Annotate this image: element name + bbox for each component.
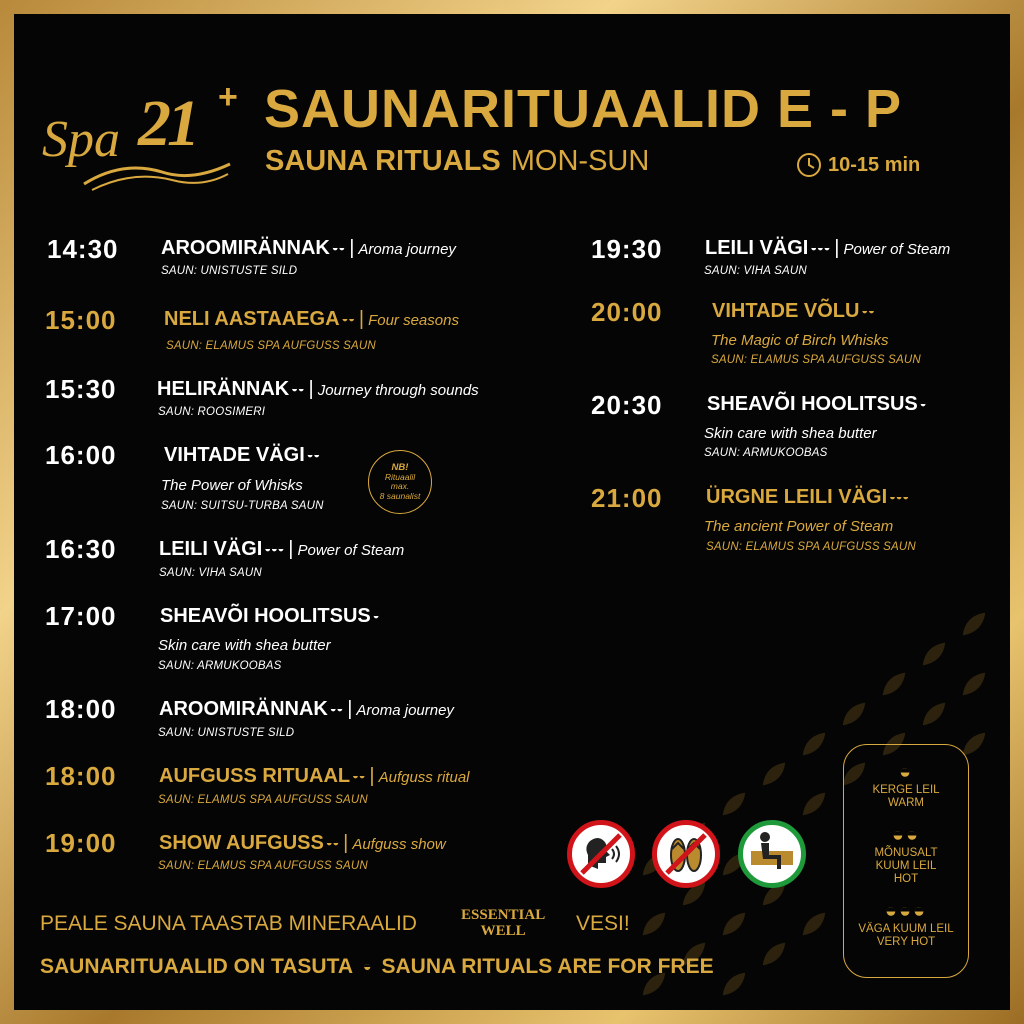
ritual-time: 16:30 [45, 534, 117, 564]
no-slippers-icon [652, 820, 720, 888]
ritual-name: SHEAVÕI HOOLITSUS ◒ [160, 605, 380, 627]
heat-level-icon: ◒ [919, 398, 927, 410]
logo-spa-text: Spa [42, 111, 120, 168]
legend-label: KERGE LEIL [872, 784, 940, 796]
ritual-name: LEILI VÄGI ◒◒◒ | Power of Steam [159, 538, 405, 560]
free-text-en: SAUNA RITUALS ARE FOR FREE [381, 955, 714, 978]
badge-line: 8 saunalist [379, 490, 421, 501]
legend-label-english: VERY HOT [876, 936, 936, 948]
ritual-english: Power of Steam [843, 241, 951, 258]
spa21-logo [42, 72, 242, 202]
ritual-name: AUFGUSS RITUAAL ◒◒ | Aufguss ritual [159, 765, 470, 787]
heat-level-icon: ◒◒◒ [889, 491, 910, 503]
ritual-time: 18:00 [45, 761, 117, 791]
sauna-location: SAUN: ELAMUS SPA AUFGUSS SAUN [711, 354, 921, 366]
logo-wave-icon [82, 158, 232, 192]
page-title: SAUNARITUAALID E - P [264, 79, 902, 139]
legend-label-english: WARM [888, 797, 924, 809]
page-subtitle [265, 145, 649, 178]
sit-on-towel-icon [738, 820, 806, 888]
ritual-name: ÜRGNE LEILI VÄGI ◒◒◒ [706, 486, 910, 508]
footer-water-text: VESI! [576, 912, 630, 935]
logo-number: 21 [138, 87, 196, 160]
sauna-location: SAUN: UNISTUSTE SILD [158, 727, 295, 739]
heat-level-icon: ◒◒ [306, 449, 321, 461]
heat-level-icon: ◒◒ [352, 770, 366, 782]
heat-legend [843, 744, 969, 978]
heat-level-icon: ◒◒◒ [810, 242, 831, 254]
ritual-name: VIHTADE VÄGI ◒◒ [164, 444, 321, 466]
capacity-badge [368, 450, 432, 514]
heat-level-icon: ◒◒◒ [884, 900, 928, 922]
heat-level-icon: ◒◒ [891, 824, 921, 846]
heat-level-icon: ◒◒ [325, 837, 340, 849]
ritual-time: 20:00 [591, 297, 663, 327]
ritual-time: 15:00 [45, 305, 117, 335]
ritual-english: Power of Steam [297, 542, 405, 559]
sauna-location: SAUN: VIHA SAUN [159, 567, 262, 579]
sauna-location: SAUN: ROOSIMERI [158, 406, 266, 418]
heat-level-icon: ◒ [372, 610, 380, 622]
brand-top: ESSENTIAL [461, 907, 546, 923]
ritual-name: AROOMIRÄNNAK ◒◒ | Aroma journey [159, 698, 454, 720]
heat-level-icon: ◒◒ [291, 383, 305, 395]
sauna-location: SAUN: SUITSU-TURBA SAUN [161, 500, 324, 512]
ritual-english: The Power of Whisks [161, 477, 303, 494]
badge-line: max. [390, 481, 410, 491]
badge-line: Rituaalil [384, 471, 416, 482]
ritual-english: Skin care with shea butter [158, 637, 331, 654]
heat-level-icon: ◒◒ [331, 242, 346, 254]
ritual-english: Skin care with shea butter [704, 425, 877, 442]
essential-well-logo [461, 907, 545, 939]
heat-level-icon: ◒◒◒ [264, 543, 285, 555]
ritual-time: 17:00 [45, 601, 117, 631]
sauna-location: SAUN: ARMUKOOBAS [704, 447, 828, 459]
ritual-english: The Magic of Birch Whisks [711, 332, 889, 349]
subtitle-bold: SAUNA RITUALS [265, 145, 501, 177]
ritual-english: Aufguss show [352, 836, 446, 853]
footer-free-text [40, 955, 714, 979]
ritual-name: AROOMIRÄNNAK ◒◒ | Aroma journey [161, 237, 456, 259]
duration-info [796, 152, 920, 178]
ritual-name: HELIRÄNNAK ◒◒ | Journey through sounds [157, 378, 479, 400]
no-talking-icon [567, 820, 635, 888]
sauna-bucket-icon: ◒ [363, 958, 372, 974]
ritual-time: 20:30 [591, 390, 663, 420]
logo-plus: + [218, 78, 238, 116]
ritual-name: SHEAVÕI HOOLITSUS ◒ [707, 393, 927, 415]
ritual-time: 16:00 [45, 440, 117, 470]
ritual-time: 18:00 [45, 694, 117, 724]
ritual-name: SHOW AUFGUSS ◒◒ | Aufguss show [159, 832, 446, 854]
ritual-time: 14:30 [47, 234, 119, 264]
heat-level-icon: ◒◒ [329, 703, 344, 715]
sauna-location: SAUN: ELAMUS SPA AUFGUSS SAUN [158, 860, 368, 872]
heat-level-icon: ◒ [898, 761, 914, 783]
footer-mineral-text: PEALE SAUNA TAASTAB MINERAALID [40, 912, 417, 935]
sauna-location: SAUN: UNISTUSTE SILD [161, 265, 298, 277]
legend-label: MÕNUSALT KUUM LEIL [874, 847, 938, 872]
poster-panel [14, 14, 1010, 1010]
ritual-time: 21:00 [591, 483, 663, 513]
clock-icon [796, 152, 822, 178]
sauna-location: SAUN: ELAMUS SPA AUFGUSS SAUN [706, 541, 916, 553]
ritual-english: Four seasons [368, 312, 459, 329]
ritual-english: Journey through sounds [317, 382, 479, 399]
ritual-time: 19:00 [45, 828, 117, 858]
subtitle-light: MON-SUN [510, 145, 650, 177]
badge-title: NB! [391, 462, 409, 473]
ritual-english: Aroma journey [358, 241, 456, 258]
ritual-time: 15:30 [45, 374, 117, 404]
legend-label: VÄGA KUUM LEIL [858, 923, 954, 935]
heat-level-icon: ◒◒ [861, 305, 875, 317]
sauna-location: SAUN: ELAMUS SPA AUFGUSS SAUN [158, 794, 368, 806]
legend-label-english: HOT [893, 873, 919, 885]
ritual-english: Aufguss ritual [378, 769, 470, 786]
sauna-location: SAUN: VIHA SAUN [704, 265, 807, 277]
sauna-location: SAUN: ELAMUS SPA AUFGUSS SAUN [166, 340, 376, 352]
duration-text: 10-15 min [828, 153, 921, 176]
brand-bottom: WELL [480, 923, 526, 939]
sauna-location: SAUN: ARMUKOOBAS [158, 660, 282, 672]
ritual-english: The ancient Power of Steam [704, 518, 894, 535]
ritual-name: LEILI VÄGI ◒◒◒ | Power of Steam [705, 237, 951, 259]
ritual-time: 19:30 [591, 234, 663, 264]
ritual-name: NELI AASTAAEGA ◒◒ | Four seasons [164, 308, 459, 330]
heat-level-icon: ◒◒ [341, 313, 355, 325]
ritual-name: VIHTADE VÕLU ◒◒ [712, 300, 875, 322]
ritual-english: Aroma journey [356, 702, 454, 719]
free-text-et: SAUNARITUAALID ON TASUTA [40, 955, 354, 978]
